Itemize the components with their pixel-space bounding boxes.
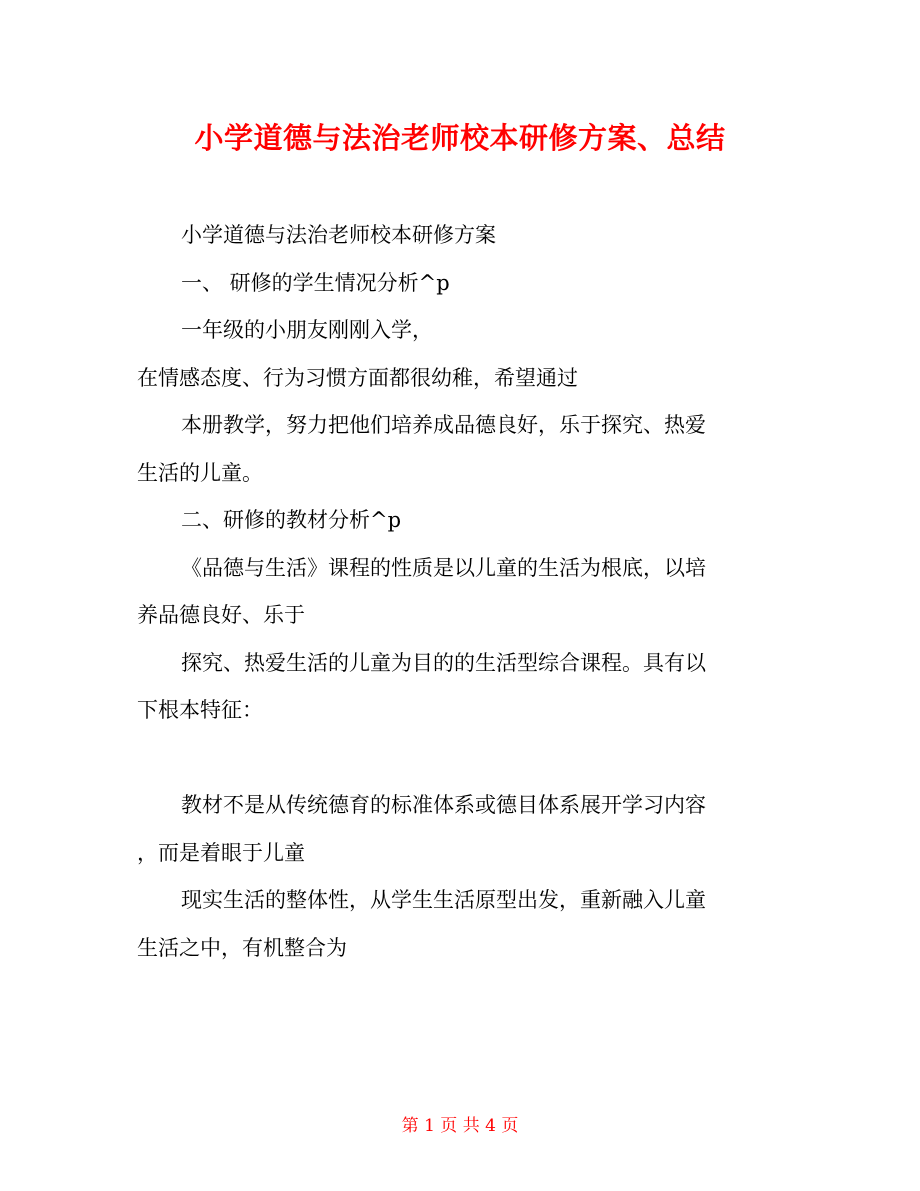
body-line: 教材不是从传统德育的标准体系或德目体系展开学习内容 (181, 793, 706, 817)
document-title: 小学道德与法治老师校本研修方案、总结 (194, 121, 726, 155)
page-footer: 第 1 页 共 4 页 (401, 1116, 519, 1136)
document-body (137, 212, 787, 972)
body-line: 《品德与生活》课程的性质是以儿童的生活为根底，以培 (181, 555, 706, 580)
body-line: 生活之中，有机整合为 (137, 935, 347, 960)
body-line: 养品德良好、乐于 (137, 603, 305, 627)
body-line: 在情感态度、行为习惯方面都很幼稚，希望通过 (137, 365, 578, 390)
body-line: 下根本特征： (137, 698, 263, 722)
paragraph-gap (137, 735, 787, 783)
body-line: 二、研修的教材分析^p (181, 508, 402, 532)
body-line: 小学道德与法治老师校本研修方案 (181, 223, 496, 247)
body-line: 一、 研修的学生情况分析^p (181, 270, 450, 295)
body-line: 现实生活的整体性，从学生生活原型出发，重新融入儿童 (181, 888, 706, 912)
body-line: 一年级的小朋友刚刚入学， (181, 318, 433, 342)
body-line: 探究、热爱生活的儿童为目的的生活型综合课程。具有以 (181, 650, 706, 675)
body-line: ，而是着眼于儿童 (137, 840, 305, 865)
body-line: 生活的儿童。 (137, 460, 263, 485)
body-line: 本册教学，努力把他们培养成品德良好，乐于探究、热爱 (181, 413, 706, 437)
